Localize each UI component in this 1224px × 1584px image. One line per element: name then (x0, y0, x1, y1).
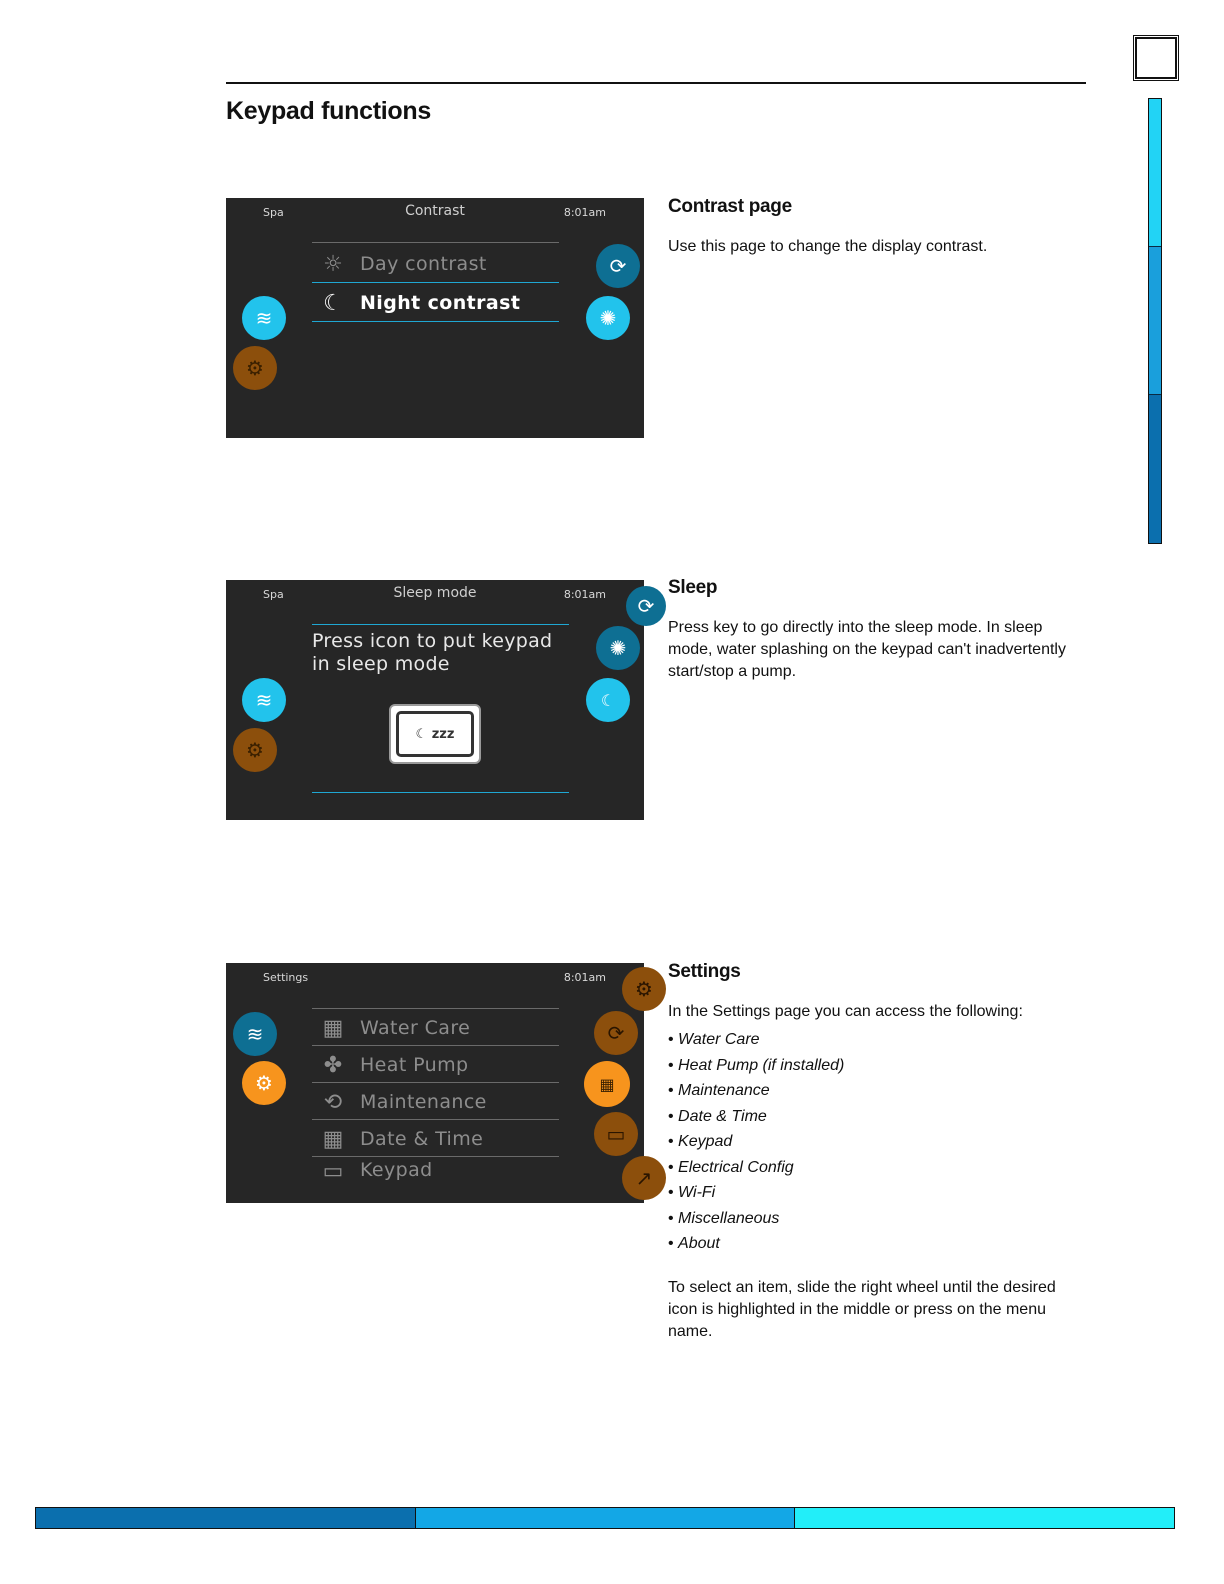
screen-location: Spa (263, 206, 284, 219)
menu-divider (312, 1082, 559, 1083)
menu-divider (312, 1156, 559, 1157)
sleep-section (668, 577, 1088, 683)
brightness-icon[interactable]: ✺ (596, 626, 640, 670)
menu-item-label: Date & Time (360, 1128, 484, 1150)
bottom-bar-segment (416, 1508, 796, 1528)
menu-item-heat-pump[interactable] (312, 1048, 559, 1082)
section-outro: To select an item, slide the right wheel until the desired icon is highlighted in the middle or press on the menu name. (668, 1278, 1056, 1340)
menu-item-label: Day contrast (360, 253, 487, 275)
menu-item-keypad[interactable] (312, 1159, 559, 1184)
list-item: • Miscellaneous (668, 1206, 1088, 1232)
brightness-icon[interactable]: ✺ (586, 296, 630, 340)
bottom-bar-segment (795, 1508, 1174, 1528)
refresh-icon[interactable]: ⟳ (626, 586, 666, 626)
menu-item-night-contrast[interactable] (312, 287, 559, 319)
section-body: Press key to go directly into the sleep mode. In sleep mode, water splashing on the keypad can't inadvertently start/stop a pump. (668, 619, 1066, 680)
list-item: • Heat Pump (if installed) (668, 1053, 1088, 1079)
bottom-bar-segment (36, 1508, 416, 1528)
contrast-screen (226, 198, 644, 438)
section-title: Contrast page (668, 196, 792, 217)
settings-wheel-icon[interactable]: ⚙ (622, 967, 666, 1011)
screen-time: 8:01am (563, 971, 606, 984)
side-bar-segment (1149, 99, 1161, 247)
sleep-screen (226, 580, 655, 820)
page-title: Keypad functions (226, 97, 431, 125)
menu-item-water-care[interactable] (312, 1011, 559, 1045)
screen-header (226, 198, 644, 228)
water-care-icon[interactable]: ≋ (233, 1012, 277, 1056)
screen-header (226, 963, 644, 993)
menu-divider (312, 624, 569, 625)
screen-title: Sleep mode (393, 585, 477, 601)
maintenance-wheel-icon[interactable]: ⟳ (594, 1011, 638, 1055)
contrast-section (668, 196, 1088, 258)
screen-header (226, 580, 644, 610)
electrical-wheel-icon[interactable]: ↗ (622, 1156, 666, 1200)
list-item: • Maintenance (668, 1078, 1088, 1104)
section-intro: In the Settings page you can access the following: (668, 1003, 1023, 1020)
menu-item-date-time[interactable] (312, 1122, 559, 1156)
gears-icon[interactable]: ⚙ (233, 346, 277, 390)
keypad-wheel-icon[interactable]: ▭ (594, 1112, 638, 1156)
list-item: • Electrical Config (668, 1155, 1088, 1181)
water-icon[interactable]: ≋ (242, 296, 286, 340)
menu-item-day-contrast[interactable] (312, 248, 559, 280)
top-rule (226, 82, 1086, 84)
gears-icon[interactable]: ⚙ (242, 1061, 286, 1105)
settings-screen (226, 963, 653, 1203)
screen-time: 8:01am (563, 206, 606, 219)
water-icon[interactable]: ≋ (242, 678, 286, 722)
section-title: Sleep (668, 577, 718, 598)
screen-location: Spa (263, 588, 284, 601)
menu-item-label: Heat Pump (360, 1054, 469, 1076)
menu-divider (312, 792, 569, 793)
bottom-color-bar (35, 1507, 1175, 1529)
calendar-drop-icon: ▦ (322, 1015, 344, 1041)
settings-section (668, 961, 1088, 1343)
list-item: • Date & Time (668, 1104, 1088, 1130)
gears-icon[interactable]: ⚙ (233, 728, 277, 772)
side-bar-segment (1149, 395, 1161, 543)
menu-item-maintenance[interactable] (312, 1085, 559, 1119)
screen-time: 8:01am (563, 588, 606, 601)
list-item: • Keypad (668, 1129, 1088, 1155)
menu-item-label: Keypad (360, 1159, 433, 1181)
sleep-button[interactable] (389, 704, 481, 764)
menu-item-label: Maintenance (360, 1091, 487, 1113)
screen-title: Contrast (405, 203, 465, 219)
sleep-icon[interactable]: ☾ (586, 678, 630, 722)
sleep-zzz-icon: ☾ zzz (396, 711, 474, 757)
sun-icon: ☼ (323, 251, 343, 277)
calendar-clock-icon: ▦ (322, 1126, 344, 1152)
corner-box (1135, 37, 1177, 79)
fan-icon: ✤ (323, 1052, 343, 1078)
menu-divider (312, 282, 559, 283)
section-title: Settings (668, 961, 741, 982)
maintenance-icon: ⟲ (323, 1089, 343, 1115)
menu-divider (312, 321, 559, 322)
sleep-message: Press icon to put keypad in sleep mode (312, 630, 553, 675)
date-time-wheel-icon[interactable]: ▦ (584, 1061, 630, 1107)
list-item: • Wi-Fi (668, 1180, 1088, 1206)
menu-item-label: Night contrast (360, 292, 521, 314)
menu-item-label: Water Care (360, 1017, 471, 1039)
keypad-icon: ▭ (322, 1159, 344, 1184)
menu-divider (312, 242, 559, 243)
moon-icon: ☾ (323, 290, 343, 316)
side-bar-segment (1149, 247, 1161, 395)
menu-divider (312, 1008, 559, 1009)
settings-list (668, 1027, 1088, 1257)
menu-divider (312, 1045, 559, 1046)
menu-divider (312, 1119, 559, 1120)
list-item: • About (668, 1231, 1088, 1257)
refresh-icon[interactable]: ⟳ (596, 244, 640, 288)
section-body: Use this page to change the display contrast. (668, 238, 988, 255)
side-color-bar (1148, 98, 1162, 544)
list-item: • Water Care (668, 1027, 1088, 1053)
screen-title: Settings (263, 971, 309, 984)
